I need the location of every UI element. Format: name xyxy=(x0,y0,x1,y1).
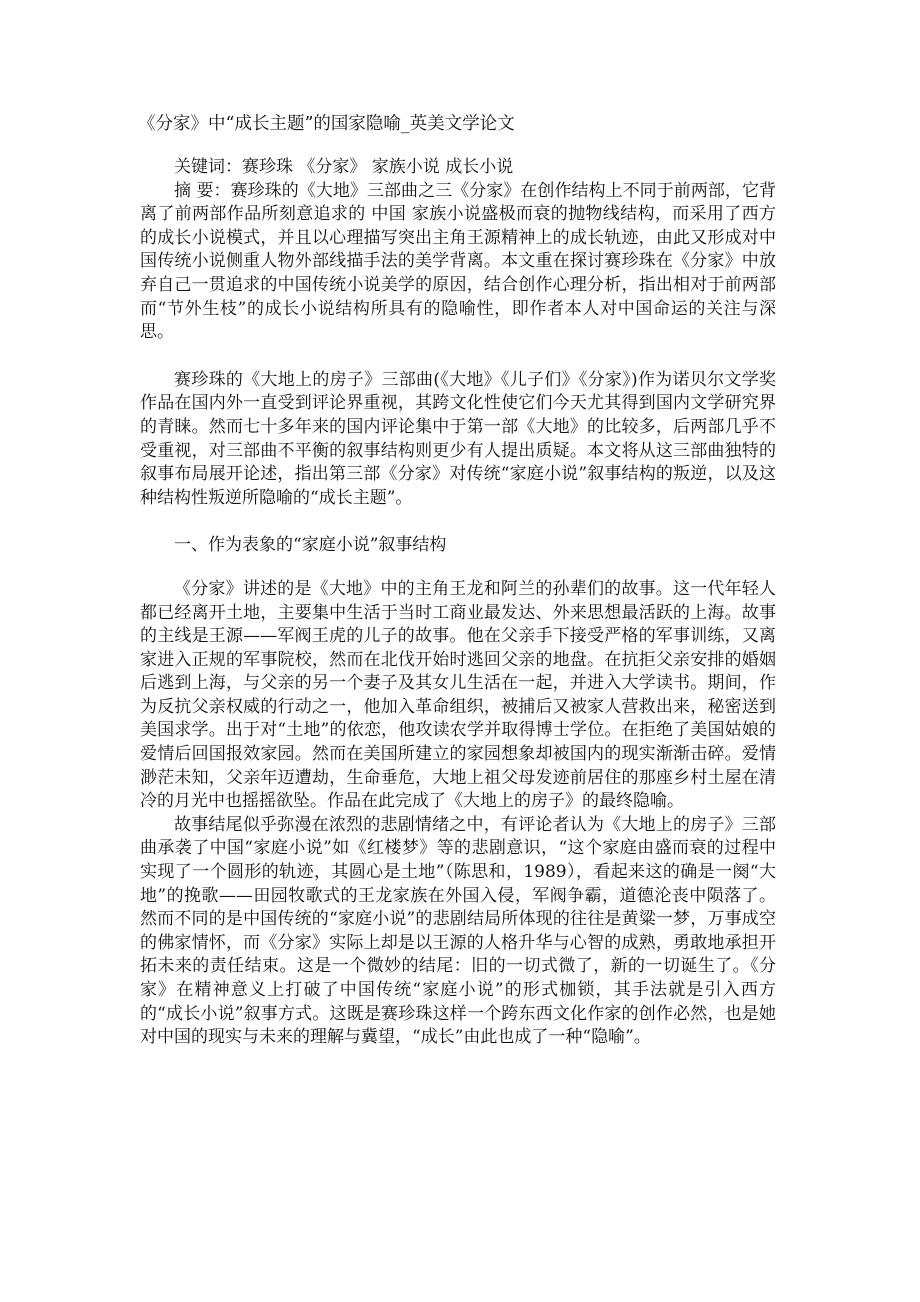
document-title: 《分家》中“成长主题”的国家隐喻_英美文学论文 xyxy=(138,114,515,134)
body-paragraph-2: 故事结尾似乎弥漫在浓烈的悲剧情绪之中，有评论者认为《大地上的房子》三部曲承袭了中国“家庭小说”如《红楼梦》等的悲剧意识，“这个家庭由盛而衰的过程中实现了一个圆形的轨迹，其圆心是土地”（陈思和，1989），看起来这的确是一阕“大地”的挽歌——田园牧歌式的王龙家族在外国入侵，军阀争霸，道德沦丧中陨落了。然而不同的是中国传统的“家庭小说”的悲剧结局所体现的往往是黄粱一梦，万事成空的佛家情怀，而《分家》实际上却是以王源的人格升华与心智的成熟，勇敢地承担开拓未来的责任结束。这是一个微妙的结尾：旧的一切式微了，新的一切诞生了。《分家》在精神意义上打破了中国传统“家庭小说”的形式枷锁，其手法就是引入西方的“成长小说”叙事方式。这既是赛珍珠这样一个跨东西文化作家的创作必然，也是她对中国的现实与未来的理解与冀望，“成长”由此也成了一种“隐喻”。 xyxy=(140,814,776,1048)
body-paragraph-1: 《分家》讲述的是《大地》中的主角王龙和阿兰的孙辈们的故事。这一代年轻人都已经离开土地，主要集中生活于当时工商业最发达、外来思想最活跃的上海。故事的主线是王源——军阀王虎的儿子的故事。他在父亲手下接受严格的军事训练，又离家进入正规的军事院校，然而在北伐开始时逃回父亲的地盘。在抗拒父亲安排的婚姻后逃到上海，与父亲的另一个妻子及其女儿生活在一起，并进入大学读书。期间，作为反抗父亲权威的行动之一，他加入革命组织，被捕后又被家人营救出来，秘密送到美国求学。出于对“土地”的依恋，他攻读农学并取得博士学位。在拒绝了美国姑娘的爱情后回国报效家园。然而在美国所建立的家园想象却被国内的现实渐渐击碎。爱情渺茫未知，父亲年迈遭劫，生命垂危，大地上祖父母发迹前居住的那座乡村土屋在清冷的月光中也摇摇欲坠。作品在此完成了《大地上的房子》的最终隐喻。 xyxy=(140,578,776,812)
keywords-line: 关键词：赛珍珠 《分家》 家族小说 成长小说 xyxy=(174,157,514,177)
abstract-paragraph: 摘 要：赛珍珠的《大地》三部曲之三《分家》在创作结构上不同于前两部，它背离了前两部作品所刻意追求的 中国 家族小说盛极而衰的抛物线结构，而采用了西方的成长小说模式，并且以心理描写突出主角王源精神上的成长轨迹，由此又形成对中国传统小说侧重人物外部线描手法的美学背离。本文重在探讨赛珍珠在《分家》中放弃自己一贯追求的中国传统小说美学的原因，结合创作心理分析，指出相对于前两部而“节外生枝”的成长小说结构所具有的隐喻性，即作者本人对中国命运的关注与深思。 xyxy=(140,180,776,343)
intro-paragraph: 赛珍珠的《大地上的房子》三部曲(《大地》《儿子们》《分家》)作为诺贝尔文学奖作品在国内外一直受到评论界重视，其跨文化性使它们今天尤其得到国内文学研究界的青睐。然而七十多年来的国内评论集中于第一部《大地》的比较多，后两部几乎不受重视，对三部曲不平衡的叙事结构则更少有人提出质疑。本文将从这三部曲独特的叙事布局展开论述，指出第三部《分家》对传统“家庭小说”叙事结构的叛逆，以及这种结构性叛逆所隐喻的“成长主题”。 xyxy=(140,369,776,508)
section-heading: 一、作为表象的“家庭小说”叙事结构 xyxy=(174,535,447,556)
document-page xyxy=(140,112,776,1050)
